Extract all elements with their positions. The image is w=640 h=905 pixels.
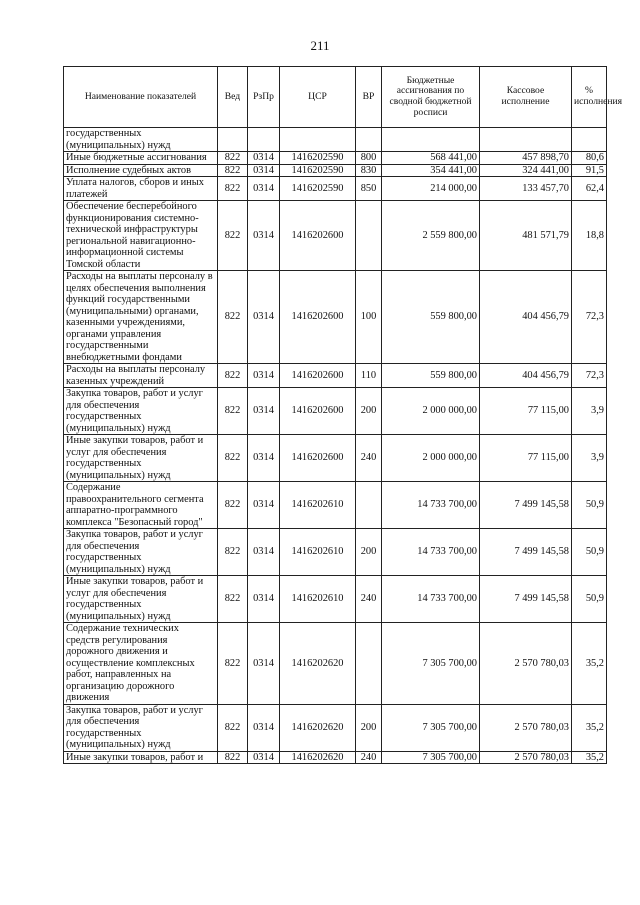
cell-percent: 18,8 — [572, 201, 607, 271]
cell-ved: 822 — [218, 388, 248, 435]
cell-ved: 822 — [218, 271, 248, 364]
cell-ved: 822 — [218, 152, 248, 165]
cell-rzpr: 0314 — [248, 201, 280, 271]
cell-ved: 822 — [218, 751, 248, 764]
cell-rzpr: 0314 — [248, 435, 280, 482]
cell-name: Иные закупки товаров, работ и услуг для обеспечения государственных (муниципальных) нужд — [64, 576, 218, 623]
table-row — [64, 751, 607, 764]
cell-ved: 822 — [218, 177, 248, 201]
table-row — [64, 177, 607, 201]
cell-budget — [382, 128, 480, 152]
table-row — [64, 529, 607, 576]
cell-vr: 240 — [356, 751, 382, 764]
header-budget: Бюджетные ассигнования по сводной бюджетной росписи — [382, 67, 480, 128]
cell-percent: 50,9 — [572, 529, 607, 576]
cell-ved: 822 — [218, 164, 248, 177]
cell-percent: 35,2 — [572, 623, 607, 705]
table-row — [64, 364, 607, 388]
cell-budget: 14 733 700,00 — [382, 482, 480, 529]
cell-cash: 133 457,70 — [480, 177, 572, 201]
table-row — [64, 623, 607, 705]
header-csr: ЦСР — [280, 67, 356, 128]
cell-rzpr: 0314 — [248, 364, 280, 388]
cell-cash: 7 499 145,58 — [480, 482, 572, 529]
cell-cash: 77 115,00 — [480, 388, 572, 435]
cell-cash: 404 456,79 — [480, 271, 572, 364]
cell-rzpr: 0314 — [248, 576, 280, 623]
header-cash: Кассовое исполнение — [480, 67, 572, 128]
cell-rzpr: 0314 — [248, 152, 280, 165]
cell-cash: 2 570 780,03 — [480, 704, 572, 751]
cell-vr — [356, 482, 382, 529]
table-body — [64, 128, 607, 764]
cell-name: Иные бюджетные ассигнования — [64, 152, 218, 165]
cell-cash: 481 571,79 — [480, 201, 572, 271]
cell-cash: 404 456,79 — [480, 364, 572, 388]
cell-vr — [356, 128, 382, 152]
cell-cash: 7 499 145,58 — [480, 576, 572, 623]
cell-name: Содержание правоохранительного сегмента аппаратно-программного комплекса "Безопасный город" — [64, 482, 218, 529]
cell-budget: 2 000 000,00 — [382, 435, 480, 482]
cell-budget: 7 305 700,00 — [382, 751, 480, 764]
cell-rzpr: 0314 — [248, 164, 280, 177]
cell-cash: 7 499 145,58 — [480, 529, 572, 576]
cell-csr: 1416202600 — [280, 435, 356, 482]
cell-cash: 2 570 780,03 — [480, 623, 572, 705]
cell-vr: 800 — [356, 152, 382, 165]
cell-vr: 240 — [356, 435, 382, 482]
cell-vr: 830 — [356, 164, 382, 177]
cell-budget: 7 305 700,00 — [382, 623, 480, 705]
cell-rzpr: 0314 — [248, 529, 280, 576]
cell-name: Иные закупки товаров, работ и услуг для обеспечения государственных (муниципальных) нужд — [64, 435, 218, 482]
table-row — [64, 152, 607, 165]
header-ved: Вед — [218, 67, 248, 128]
table-row — [64, 482, 607, 529]
page-number: 211 — [310, 38, 330, 53]
cell-rzpr: 0314 — [248, 271, 280, 364]
cell-vr: 200 — [356, 704, 382, 751]
cell-csr — [280, 128, 356, 152]
cell-vr: 200 — [356, 388, 382, 435]
cell-budget: 559 800,00 — [382, 271, 480, 364]
cell-ved: 822 — [218, 529, 248, 576]
cell-vr: 110 — [356, 364, 382, 388]
header-name: Наименование показателей — [64, 67, 218, 128]
cell-percent: 50,9 — [572, 482, 607, 529]
cell-ved: 822 — [218, 201, 248, 271]
cell-rzpr: 0314 — [248, 623, 280, 705]
cell-cash: 77 115,00 — [480, 435, 572, 482]
cell-ved: 822 — [218, 482, 248, 529]
cell-csr: 1416202620 — [280, 751, 356, 764]
cell-vr — [356, 623, 382, 705]
cell-csr: 1416202590 — [280, 177, 356, 201]
cell-name: Уплата налогов, сборов и иных платежей — [64, 177, 218, 201]
cell-csr: 1416202610 — [280, 576, 356, 623]
cell-budget: 214 000,00 — [382, 177, 480, 201]
cell-percent: 80,6 — [572, 152, 607, 165]
cell-csr: 1416202610 — [280, 529, 356, 576]
cell-percent: 35,2 — [572, 704, 607, 751]
cell-name: Иные закупки товаров, работ и — [64, 751, 218, 764]
cell-csr: 1416202600 — [280, 271, 356, 364]
cell-budget: 354 441,00 — [382, 164, 480, 177]
header-rzpr: РзПр — [248, 67, 280, 128]
cell-percent: 3,9 — [572, 388, 607, 435]
cell-csr: 1416202610 — [280, 482, 356, 529]
cell-budget: 7 305 700,00 — [382, 704, 480, 751]
table-row — [64, 271, 607, 364]
cell-csr: 1416202620 — [280, 623, 356, 705]
cell-name: Расходы на выплаты персоналу казенных учреждений — [64, 364, 218, 388]
cell-rzpr: 0314 — [248, 751, 280, 764]
cell-percent: 72,3 — [572, 271, 607, 364]
cell-vr: 100 — [356, 271, 382, 364]
cell-name: Обеспечение бесперебойного функционирования системно-технической инфраструктуры региональной навигационно-информационной системы Томской области — [64, 201, 218, 271]
cell-name: Закупка товаров, работ и услуг для обеспечения государственных (муниципальных) нужд — [64, 529, 218, 576]
cell-cash: 457 898,70 — [480, 152, 572, 165]
cell-name: Исполнение судебных актов — [64, 164, 218, 177]
cell-ved — [218, 128, 248, 152]
cell-budget: 14 733 700,00 — [382, 529, 480, 576]
cell-percent: 35,2 — [572, 751, 607, 764]
cell-ved: 822 — [218, 576, 248, 623]
cell-csr: 1416202600 — [280, 201, 356, 271]
cell-budget: 2 559 800,00 — [382, 201, 480, 271]
cell-rzpr: 0314 — [248, 388, 280, 435]
cell-percent: 91,5 — [572, 164, 607, 177]
cell-rzpr: 0314 — [248, 704, 280, 751]
cell-cash — [480, 128, 572, 152]
header-vr: ВР — [356, 67, 382, 128]
table-header-row — [64, 67, 607, 128]
table-row — [64, 435, 607, 482]
table-row — [64, 164, 607, 177]
budget-execution-table — [63, 66, 623, 764]
cell-csr: 1416202590 — [280, 164, 356, 177]
cell-budget: 14 733 700,00 — [382, 576, 480, 623]
table-row — [64, 704, 607, 751]
cell-name: Содержание технических средств регулирования дорожного движения и осуществление комплексных работ, направленных на организацию дорожного движения — [64, 623, 218, 705]
cell-cash: 324 441,00 — [480, 164, 572, 177]
cell-ved: 822 — [218, 435, 248, 482]
cell-budget: 568 441,00 — [382, 152, 480, 165]
cell-csr: 1416202600 — [280, 388, 356, 435]
cell-budget: 2 000 000,00 — [382, 388, 480, 435]
cell-ved: 822 — [218, 623, 248, 705]
header-percent: % исполнения — [572, 67, 607, 128]
cell-rzpr — [248, 128, 280, 152]
table-row — [64, 576, 607, 623]
cell-percent: 50,9 — [572, 576, 607, 623]
cell-percent: 3,9 — [572, 435, 607, 482]
cell-name: Закупка товаров, работ и услуг для обеспечения государственных (муниципальных) нужд — [64, 388, 218, 435]
cell-percent: 62,4 — [572, 177, 607, 201]
cell-percent — [572, 128, 607, 152]
cell-name: государственных (муниципальных) нужд — [64, 128, 218, 152]
cell-vr: 240 — [356, 576, 382, 623]
cell-budget: 559 800,00 — [382, 364, 480, 388]
cell-vr: 200 — [356, 529, 382, 576]
cell-rzpr: 0314 — [248, 482, 280, 529]
cell-cash: 2 570 780,03 — [480, 751, 572, 764]
cell-csr: 1416202600 — [280, 364, 356, 388]
cell-name: Закупка товаров, работ и услуг для обеспечения государственных (муниципальных) нужд — [64, 704, 218, 751]
cell-vr: 850 — [356, 177, 382, 201]
table-row — [64, 201, 607, 271]
table-row — [64, 128, 607, 152]
cell-csr: 1416202590 — [280, 152, 356, 165]
cell-rzpr: 0314 — [248, 177, 280, 201]
cell-name: Расходы на выплаты персоналу в целях обеспечения выполнения функций государственными (муниципальными) органами, казенными учреждениями, органами управления государственными внебюджетными фондами — [64, 271, 218, 364]
cell-ved: 822 — [218, 704, 248, 751]
cell-vr — [356, 201, 382, 271]
cell-percent: 72,3 — [572, 364, 607, 388]
cell-csr: 1416202620 — [280, 704, 356, 751]
cell-ved: 822 — [218, 364, 248, 388]
table-row — [64, 388, 607, 435]
